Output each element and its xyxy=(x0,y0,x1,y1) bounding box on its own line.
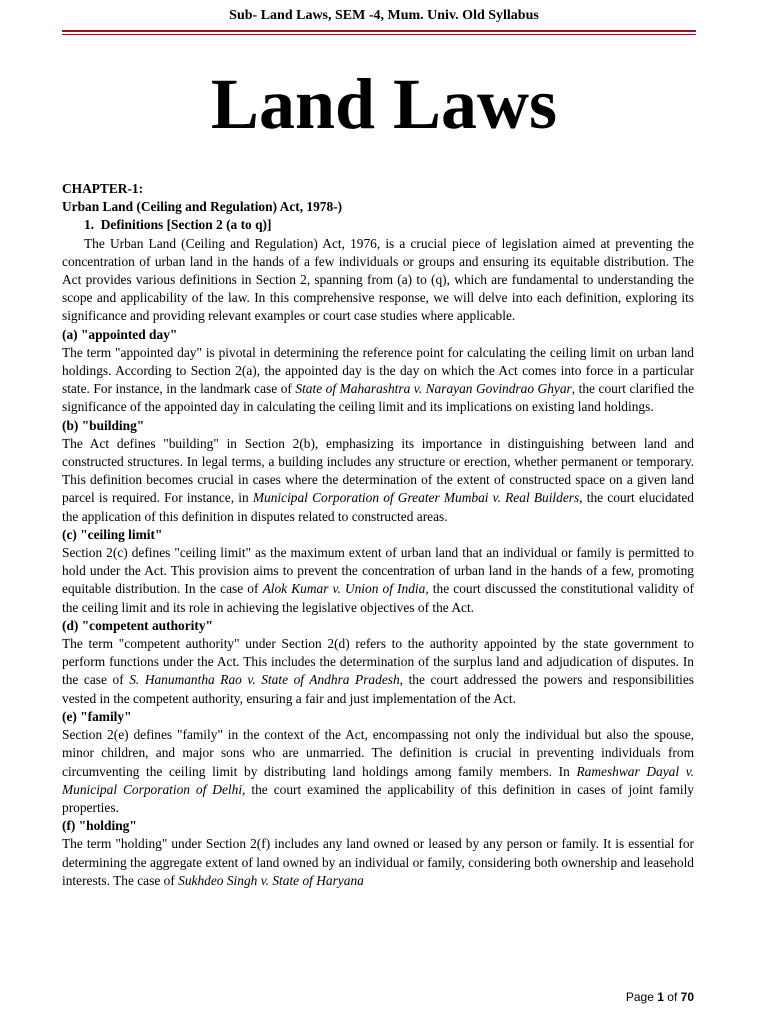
chapter-label: CHAPTER-1: xyxy=(62,181,144,196)
act-title: Urban Land (Ceiling and Regulation) Act, 1978-) xyxy=(62,199,343,215)
section-body-e: Section 2(e) defines "family" in the context of the Act, encompassing not only the individual but also the spouse, minor children, and major sons who are unmarried. The definition is crucial in preventing individuals from circumventing the ceiling limit by distributing land holdings among family members. In Rameshwar Dayal v. Municipal Corporation of Delhi, the court examined the applicability of this definition in cases of joint family properties. xyxy=(62,727,695,815)
document-body xyxy=(62,180,694,890)
case-name: Rameshwar Dayal v. Municipal Corporation of Delhi xyxy=(62,763,694,797)
section-heading-c: (c) "ceiling limit" xyxy=(62,526,163,542)
section-heading-e: (e) "family" xyxy=(62,708,132,724)
intro-paragraph: The Urban Land (Ceiling and Regulation) Act, 1976, is a crucial piece of legislation aimed at preventing the concentration of urban land in the hands of a few individuals or groups and ensuring its equitable distribution. The Act provides various definitions in Section 2, spanning from (a) to (q), which are fundamental to understanding the scope and applicability of the law. In this comprehensive response, we will delve into each definition, exploring its significance and providing relevant examples or court case studies where applicable. xyxy=(62,235,694,324)
section-body-c: Section 2(c) defines "ceiling limit" as the maximum extent of urban land that an individual or family is permitted to hold under the Act. This provision aims to prevent the concentration of urban land in the hands of a few, promoting equitable distribution. In the case of Alok Kumar v. Union of India, the court discussed the constitutional validity of the ceiling limit and its role in achieving the legislative objectives of the Act. xyxy=(62,545,694,615)
section-heading-d: (d) "competent authority" xyxy=(62,617,213,633)
page-number: Page 1 of 70 xyxy=(625,990,694,1004)
case-name: Alok Kumar v. Union of India xyxy=(262,581,426,597)
case-name: Municipal Corporation of Greater Mumbai v. Real Builders xyxy=(252,490,580,506)
header-rule-thin xyxy=(62,34,696,35)
case-name: S. Hanumantha Rao v. State of Andhra Pradesh xyxy=(129,672,400,688)
section-heading-f: (f) "holding" xyxy=(62,818,137,834)
list-item-definitions: 1. Definitions [Section 2 (a to q)] xyxy=(84,217,272,233)
section-heading-a: (a) "appointed day" xyxy=(62,326,178,342)
section-body-b: The Act defines "building" in Section 2(b), emphasizing its importance in distinguishing between land and constructed structures. In legal terms, a building includes any structure or erection, whether permanent or temporary. This definition becomes crucial in cases where the determination of the extent of constructed space on a given land parcel is required. For instance, in Municipal Corporation of Greater Mumbai v. Real Builders, the court elucidated the application of this definition in disputes related to constructed areas. xyxy=(62,435,694,524)
header-rule xyxy=(62,30,696,32)
section-body-d: The term "competent authority" under Section 2(d) refers to the authority appointed by the state government to perform functions under the Act. This includes the determination of the surplus land and adjudication of disputes. In the case of S. Hanumantha Rao v. State of Andhra Pradesh, the court addressed the powers and responsibilities vested in the competent authority, ensuring a fair and just implementation of the Act. xyxy=(62,636,694,706)
document-title: Land Laws xyxy=(210,64,558,144)
section-body-a: The term "appointed day" is pivotal in determining the reference point for calculating the ceiling limit on urban land holdings. According to Section 2(a), the appointed day is the day on which the Act comes into force in a particular state. For instance, in the landmark case of State of Maharashtra v. Narayan Govindrao Ghyar, the court clarified the significance of the appointed day in calculating the ceiling limit and its implications on existing land holdings. xyxy=(62,344,695,415)
section-heading-b: (b) "building" xyxy=(62,417,145,433)
case-name: Sukhdeo Singh v. State of Haryana xyxy=(178,872,364,888)
running-header: Sub- Land Laws, SEM -4, Mum. Univ. Old Syllabus xyxy=(229,8,539,23)
section-body-f: The term "holding" under Section 2(f) includes any land owned or leased by any person or family. It is essential for determining the aggregate extent of land owned by an individual or family, considering both ownership and leasehold interests. The case of Sukhdeo Singh v. State of Haryana xyxy=(62,836,694,888)
case-name: State of Maharashtra v. Narayan Govindrao Ghyar xyxy=(295,381,572,397)
